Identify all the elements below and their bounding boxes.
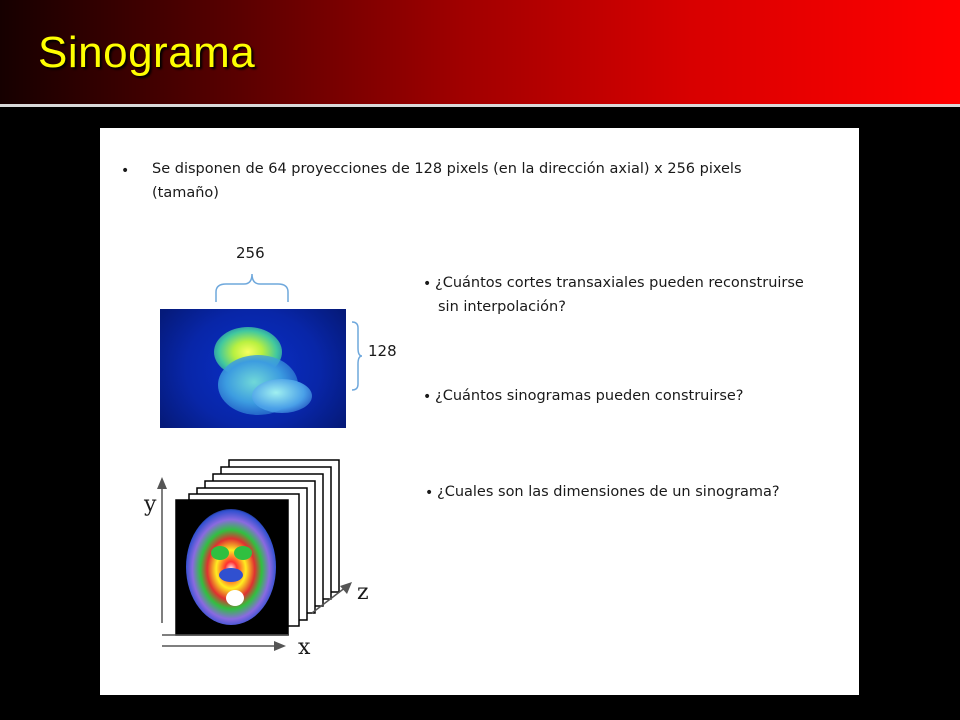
brain-activity-map <box>186 509 276 625</box>
intro-bullet: • <box>121 163 130 179</box>
question-3-line-1: ¿Cuales son las dimensiones de un sinograma? <box>437 484 780 500</box>
question-1-bullet: • <box>423 276 432 292</box>
slice-stack-diagram <box>140 453 380 693</box>
content-panel <box>100 128 859 695</box>
height-brace <box>348 320 364 392</box>
title-divider <box>0 104 960 107</box>
question-2-line-1: ¿Cuántos sinogramas pueden construirse? <box>435 388 744 404</box>
intro-line-1: Se disponen de 64 proyecciones de 128 pixels (en la dirección axial) x 256 pixels <box>152 161 742 177</box>
width-dimension-label: 256 <box>236 244 265 262</box>
title-bar <box>0 0 960 104</box>
x-axis-label: x <box>298 635 311 660</box>
question-2-bullet: • <box>423 389 432 405</box>
question-1-line-2: sin interpolación? <box>438 299 566 315</box>
intro-line-2: (tamaño) <box>152 185 219 201</box>
height-dimension-label: 128 <box>368 342 397 360</box>
width-brace <box>210 268 294 306</box>
y-axis-label: y <box>144 492 157 517</box>
slide-title: Sinograma <box>38 28 256 77</box>
question-3-bullet: • <box>425 485 434 501</box>
z-axis-label: z <box>357 580 369 605</box>
projection-image <box>160 309 346 428</box>
question-1-line-1: ¿Cuántos cortes transaxiales pueden reconstruirse <box>435 275 804 291</box>
